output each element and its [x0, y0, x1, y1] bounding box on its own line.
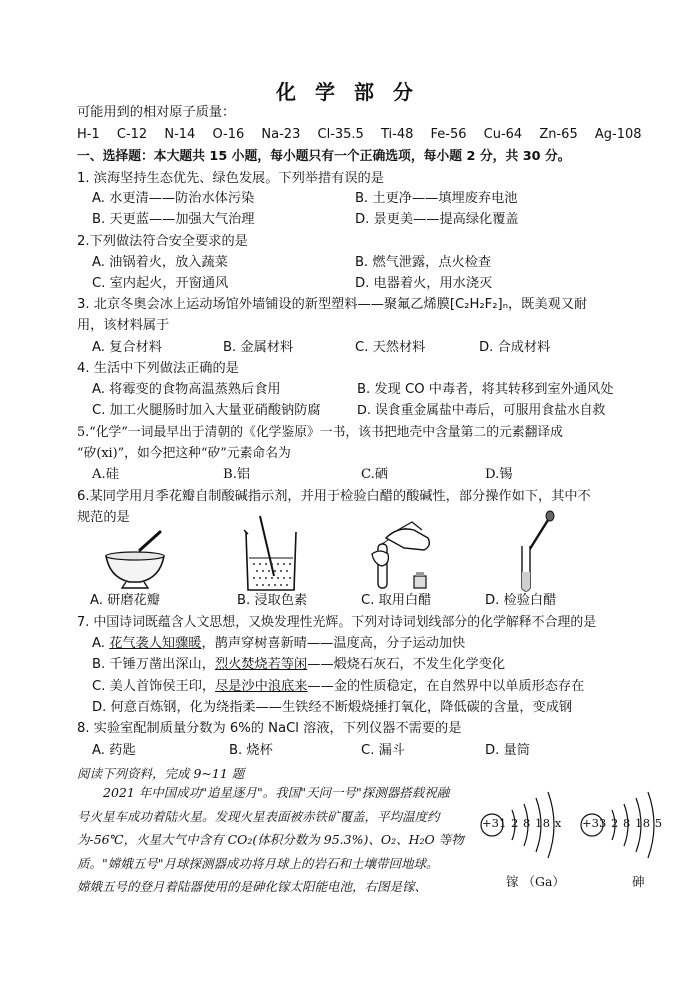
atomic-mass-list [77, 127, 655, 142]
ga-label: 镓 （Ga） [506, 874, 565, 889]
mortar-pestle-figure [100, 528, 170, 592]
dropper-test-tube-figure [512, 510, 562, 596]
question-6-stem-cont: 规范的是 [77, 510, 130, 525]
as-shells: 2 8 18 5 [611, 816, 663, 830]
question-7-stem: 7. 中国诗词既蕴含人文思想，又焕发理性光辉。下列对诗词划线部分的化学解释不合理的是 [77, 615, 597, 630]
reading-line: 为-56℃，火星大气中含有 CO₂(体积分数为 95.3%)、O₂、H₂O 等物 [77, 832, 464, 847]
mass-item: Fe-56 [430, 127, 467, 142]
ga-shells: 2 8 18 x [511, 816, 562, 830]
pouring-vinegar-figure [368, 518, 448, 594]
mass-item: Cl-35.5 [317, 127, 364, 142]
q2-option-a: A. 油锅着火，放入蔬菜 [92, 255, 228, 270]
q8-option-b: B. 烧杯 [229, 743, 273, 758]
mass-item: Zn-65 [539, 127, 578, 142]
mass-item: Cu-64 [483, 127, 523, 142]
question-2-stem: 2.下列做法符合安全要求的是 [77, 234, 248, 249]
q6-option-d: D. 检验白醋 [485, 593, 557, 608]
q7-option-a: A. 花气袭人知骤暖，鹊声穿树喜新晴——温度高，分子运动加快 [92, 636, 466, 651]
q1-option-d: D. 景更美——提高绿化覆盖 [355, 212, 519, 227]
q1-option-b: B. 土更净——填埋废弃电池 [355, 191, 518, 206]
mass-item: Na-23 [261, 127, 301, 142]
q4-option-c: C. 加工火腿肠时加入大量亚硝酸钠防腐 [92, 403, 321, 418]
q8-option-c: C. 漏斗 [361, 743, 405, 758]
q3-option-d: D. 合成材料 [479, 340, 551, 355]
q4-option-d: D. 误食重金属盐中毒后，可服用食盐水自救 [357, 403, 606, 418]
question-6-stem: 6.某同学用月季花瓣自制酸碱指示剂，并用于检验白醋的酸碱性，部分操作如下，其中不 [77, 489, 591, 504]
q2-option-c: C. 室内起火，开窗通风 [92, 276, 229, 291]
reading-line: 2021 年中国成功"追星逐月"。我国"天问一号"探测器搭载祝融 [103, 785, 450, 800]
page-title: 化 学 部 分 [276, 80, 419, 104]
mass-item: Ti-48 [380, 127, 414, 142]
question-8-stem: 8. 实验室配制质量分数为 6%的 NaCl 溶液，下列仪器不需要的是 [77, 721, 462, 736]
mass-item: O-16 [212, 127, 245, 142]
reading-passage [77, 781, 477, 899]
reading-heading: 阅读下列资料，完成 9~11 题 [77, 766, 245, 781]
q1-option-a: A. 水更清——防治水体污染 [92, 191, 255, 206]
q5-option-c: C.硒 [361, 467, 388, 482]
q6-option-b: B. 浸取色素 [237, 593, 308, 608]
q6-option-a: A. 研磨花瓣 [90, 593, 160, 608]
beaker-figure [240, 514, 300, 594]
q2-option-d: D. 电器着火，用水浇灭 [355, 276, 493, 291]
q5-option-d: D.锡 [485, 467, 513, 482]
ga-nucleus: +31 [482, 816, 507, 830]
mass-item: N-14 [164, 127, 196, 142]
q7-option-c: C. 美人首饰侯王印，尽是沙中浪底来——金的性质稳定，在自然界中以单质形态存在 [92, 679, 585, 694]
q5-option-a: A.硅 [92, 467, 119, 482]
q4-option-b: B. 发现 CO 中毒者，将其转移到室外通风处 [357, 382, 614, 397]
q7-option-d: D. 何意百炼钢，化为绕指柔——生铁经不断煅烧捶打氧化，降低碳的含量，变成钢 [92, 700, 573, 715]
question-5-stem: 5.“化学”一词最早出于清朝的《化学鉴原》一书，该书把地壳中含量第二的元素翻译成 [77, 425, 563, 440]
q8-option-d: D. 量筒 [485, 743, 530, 758]
q1-option-c: B. 天更蓝——加强大气治理 [92, 212, 255, 227]
section-heading: 一、选择题：本大题共 15 小题，每小题只有一个正确选项，每小题 2 分，共 30 分。 [77, 149, 571, 164]
mass-item: C-12 [116, 127, 148, 142]
question-4-stem: 4. 生活中下列做法正确的是 [77, 361, 239, 376]
q8-option-a: A. 药匙 [92, 743, 136, 758]
mass-item: Ag-108 [594, 127, 642, 142]
q4-option-a: A. 将霉变的食物高温蒸熟后食用 [92, 382, 281, 397]
question-5-stem-cont: “矽(xi)”，如今把这种“矽”元素命名为 [77, 446, 291, 461]
as-nucleus: +33 [582, 816, 607, 830]
mass-heading: 可能用到的相对原子质量： [77, 105, 236, 120]
q3-option-b: B. 金属材料 [223, 340, 294, 355]
q3-option-c: C. 天然材料 [355, 340, 426, 355]
mass-item: H-1 [77, 127, 100, 142]
reading-line: 号火星车成功着陆火星。发现火星表面被赤铁矿覆盖，平均温度约 [77, 808, 440, 824]
reading-line: 质。"嫦娥五号"月球探测器成功将月球上的岩石和土壤带回地球。 [77, 855, 439, 871]
question-3-stem: 3. 北京冬奥会冰上运动场馆外墙铺设的新型塑料——聚氟乙烯膜[C₂H₂F₂]ₙ，既美观又耐 [77, 297, 588, 312]
q2-option-b: B. 燃气泄露，点火检查 [355, 255, 492, 270]
reading-line: 嫦娥五号的登月着陆器使用的是砷化镓太阳能电池，右图是镓、 [77, 879, 428, 894]
q6-option-c: C. 取用白醋 [361, 593, 432, 608]
question-1-stem: 1. 滨海坚持生态优先、绿色发展。下列举措有误的是 [77, 171, 384, 186]
q5-option-b: B.铝 [223, 467, 251, 482]
as-label: 砷 [632, 874, 645, 889]
q3-option-a: A. 复合材料 [92, 340, 162, 355]
q7-option-b: B. 千锤万凿出深山，烈火焚烧若等闲——煅烧石灰石，不发生化学变化 [92, 657, 506, 672]
question-3-stem-cont: 用，该材料属于 [77, 318, 170, 333]
